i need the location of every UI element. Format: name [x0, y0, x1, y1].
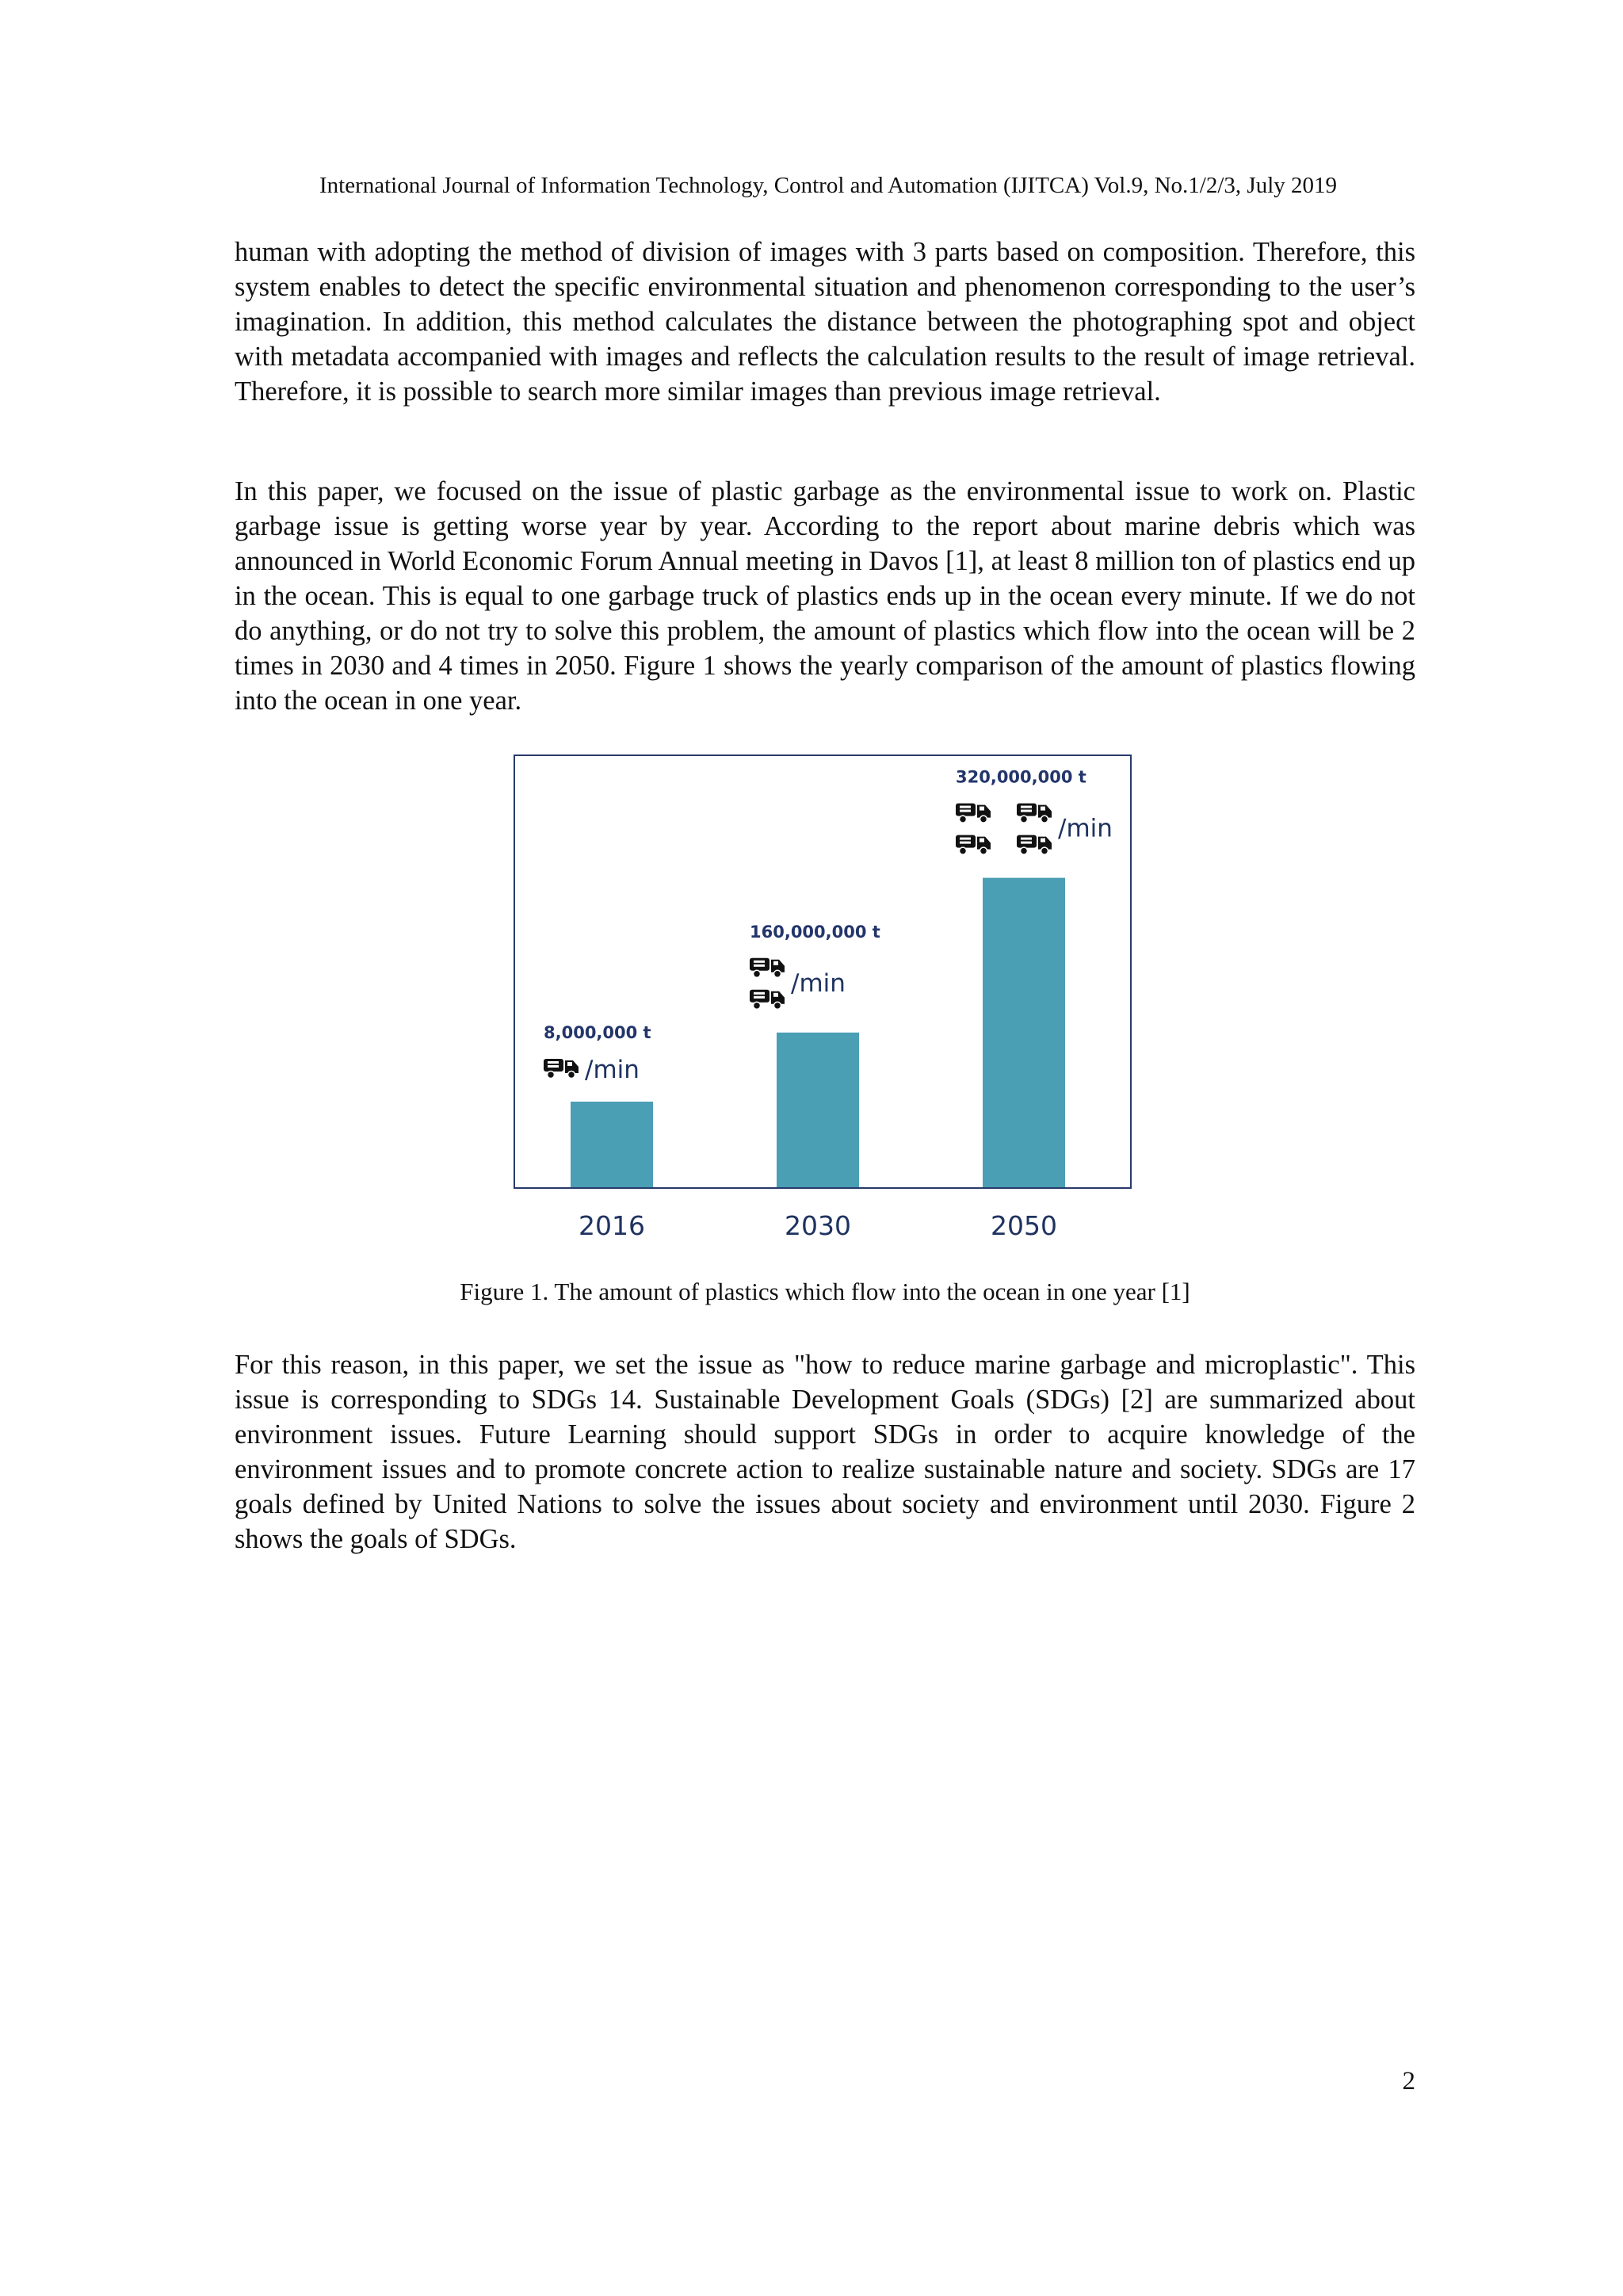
x-tick-label: 2050: [991, 1210, 1057, 1241]
journal-header: International Journal of Information Technology, Control and Automation (IJITCA) Vol.9, No.1/2/3, July 2019: [319, 173, 1337, 198]
x-tick-label: 2030: [785, 1210, 851, 1241]
rate-label: /min: [585, 1056, 640, 1084]
data-label: 8,000,000 t: [544, 1023, 651, 1042]
chart-frame: [514, 755, 1132, 1189]
figure-caption: Figure 1. The amount of plastics which flow into the ocean in one year [1]: [460, 1278, 1190, 1305]
rate-label: /min: [1058, 814, 1113, 843]
data-label: 160,000,000 t: [750, 922, 880, 942]
body-paragraph-1: human with adopting the method of division of images with 3 parts based on composition. Therefore, this system enables to detect the specific environmental situation and phenomenon corresponding to the user’s imagination. In addition, this method calculates the distance between the photographing spot and object with metadata accompanied with images and reflects the calculation results to the result of image retrieval. Therefore, it is possible to search more similar images than previous image retrieval.: [235, 237, 1415, 407]
rate-label: /min: [791, 968, 846, 998]
data-label: 320,000,000 t: [956, 767, 1086, 787]
body-paragraph-3: For this reason, in this paper, we set the issue as "how to reduce marine garbage and microplastic". This issue is corresponding to SDGs 14. Sustainable Development Goals (SDGs) [2] are summarized about environment issues. Future Learning should support SDGs in order to acquire knowledge of the environment issues and to promote concrete action to realize sustainable nature and society. SDGs are 17 goals defined by United Nations to solve the issues about society and environment until 2030. Figure 2 shows the goals of SDGs.: [235, 1350, 1415, 1554]
page-number: 2: [1402, 2067, 1415, 2095]
body-paragraph-2: In this paper, we focused on the issue of plastic garbage as the environmental issue to work on. Plastic garbage issue is getting worse year by year. According to the report about marine debris which was announced in World Economic Forum Annual meeting in Davos [1], at least 8 million ton of plastics end up in the ocean. This is equal to one garbage truck of plastics ends up in the ocean every minute. If we do not do anything, or do not try to solve this problem, the amount of plastics which flow into the ocean will be 2 times in 2030 and 4 times in 2050. Figure 1 shows the yearly comparison of the amount of plastics flowing into the ocean in one year.: [235, 476, 1415, 716]
figure-1: [507, 753, 1141, 1260]
x-tick-label: 2016: [579, 1210, 645, 1241]
